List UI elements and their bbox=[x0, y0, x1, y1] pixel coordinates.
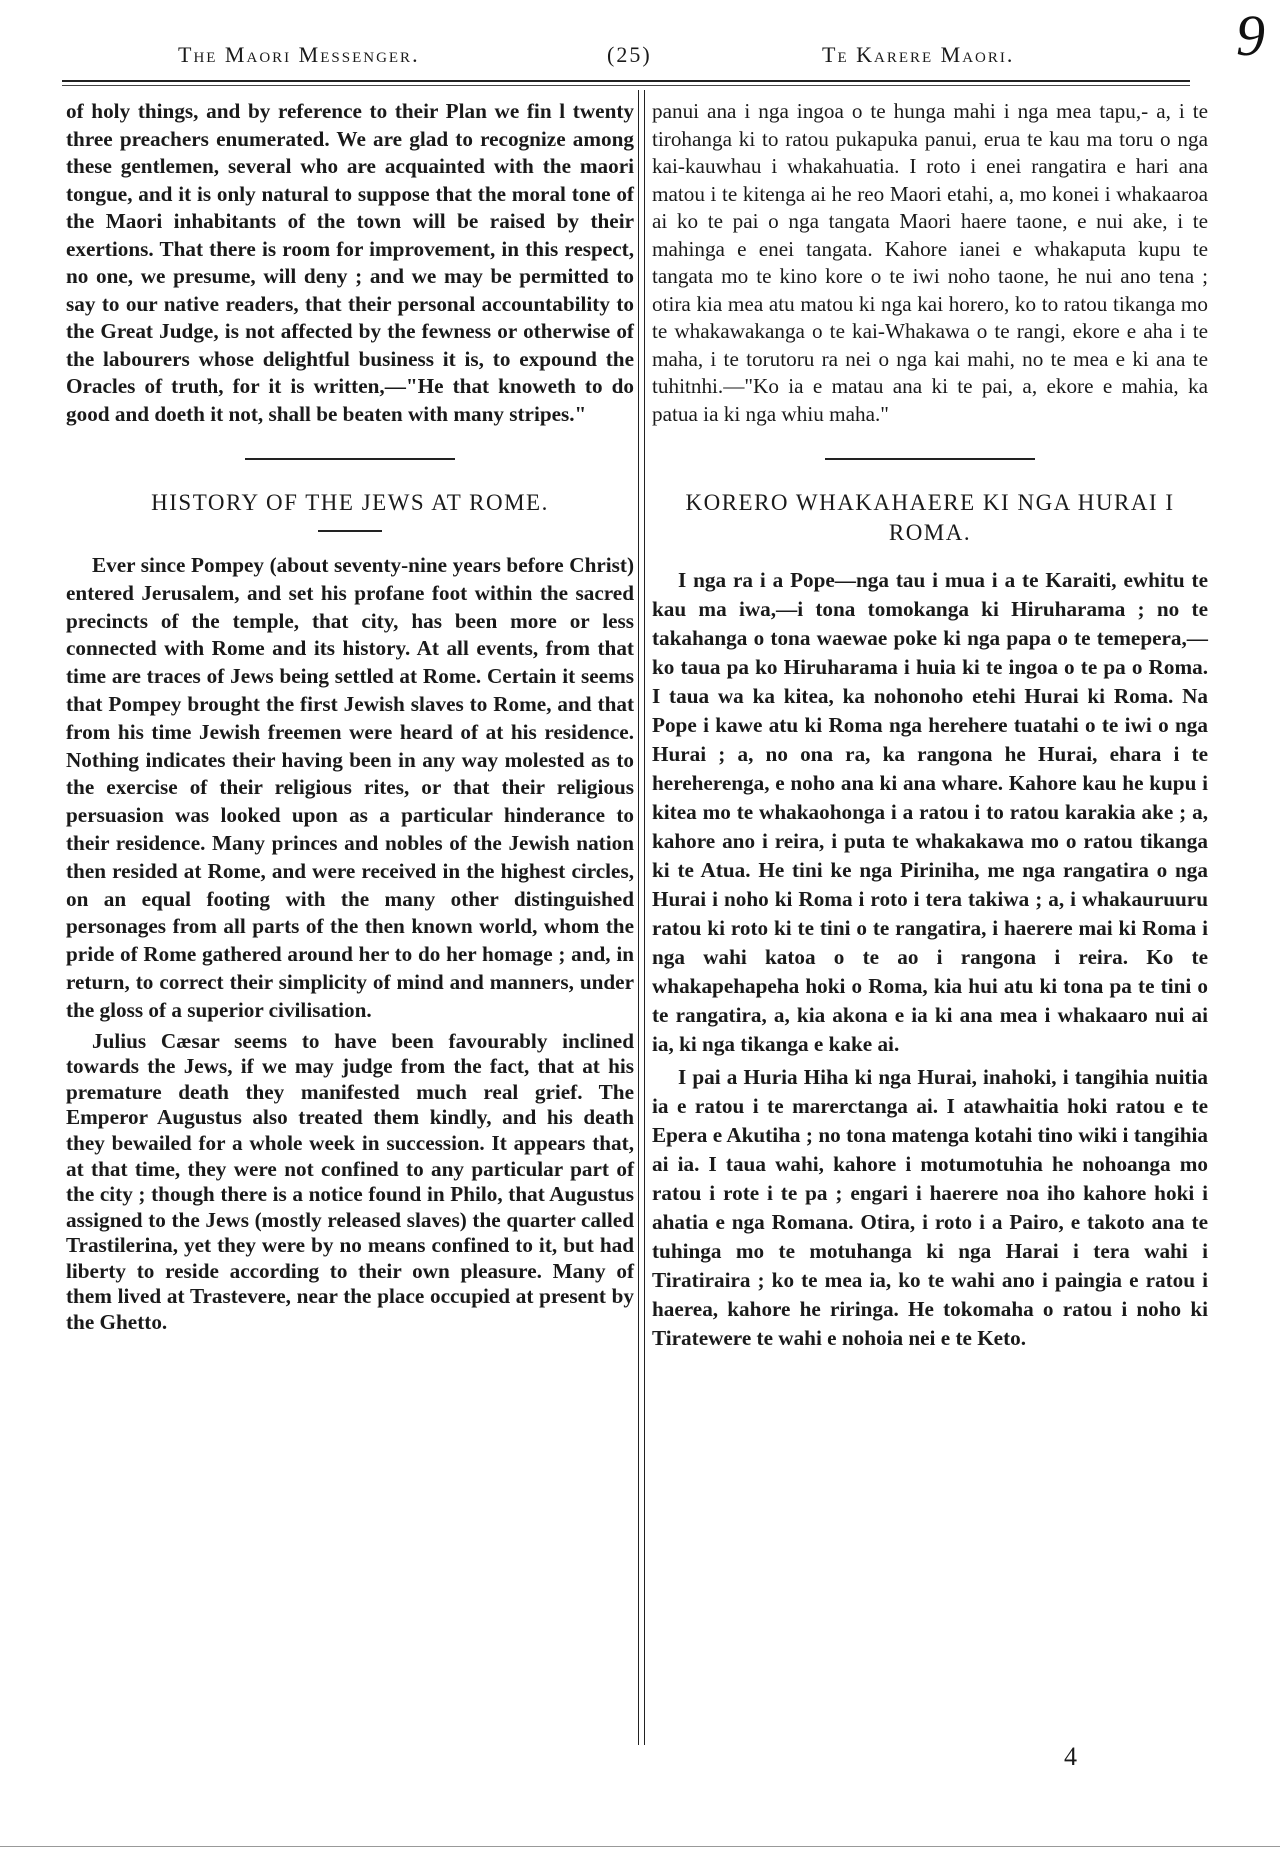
maori-paragraph-2: I pai a Huria Hiha ki nga Hurai, inahoki, i tangihia nuitia ia e ratou i te marerctanga ai. I atawhaitia hoki ratou e te Epera e Akutiha ; no tona matenga kotahi tino wiki i tangihia ai ia. I taua wahi, kahore i motumotuhia he nohoanga mo ratou i rote i te pa ; engari i haerere noa iho kahore hoki i ahatia e nga Romana. Otira, i roto i a Pairo, e takoto ana te tuhinga mo te motuhanga ki nga Harai i tera wahi i Tiratiraira ; ko te mea ia, ko te wahi ano i paingia e ratou i haerea, kahore he riringa. He tokomaha o ratou i noho ki Tiratewere te wahi e nohoia nei e te Keto. bbox=[652, 1065, 1208, 1350]
section-separator bbox=[245, 458, 455, 460]
header-rule-thin bbox=[62, 85, 1190, 86]
header-page-number: (25) bbox=[607, 42, 652, 67]
section-separator-maori bbox=[825, 458, 1035, 460]
page-bottom-edge bbox=[0, 1846, 1280, 1847]
english-paragraph-2: Julius Cæsar seems to have been favourably inclined towards the Jews, if we may judge from the fact, that at his premature death they manifested much real grief. The Emperor Augustus also treated them kindly, and his death they bewailed for a whole week in succession. It appears that, at that time, they were not confined to any particular part of the city ; though there is a notice found in Philo, that Augustus assigned to the Jews (mostly released slaves) the quarter called Trastilerina, yet they were by no means confined to it, but had liberty to reside according to their own pleasure. Many of them lived at Trastevere, near the place occupied at present by the Ghetto. bbox=[66, 1028, 634, 1335]
page-number-handwritten: 9 bbox=[1236, 3, 1265, 68]
footer-signature-number: 4 bbox=[1064, 1742, 1077, 1771]
page-header bbox=[62, 38, 1190, 78]
maori-column bbox=[652, 98, 1208, 1353]
english-top-paragraph: of holy things, and by reference to their Plan we fin l twenty three preachers enumerated. We are glad to recognize among these gentlemen, several who are acquainted with the maori tongue, and it is only natural to suppose that the moral tone of the Maori inhabitants of the town will be raised by their exertions. That there is room for improvement, in this respect, no one, we presume, will deny ; and we may be permitted to say to our native readers, that their personal accountability to the Great Judge, is not affected by the fewness or otherwise of the labourers whose delightful business it is, to expound the Oracles of truth, for it is written,—"He that knoweth to do good and doeth it not, shall be beaten with many stripes." bbox=[66, 99, 634, 426]
maori-section-heading: KORERO WHAKAHAERE KI NGA HURAI I ROMA. bbox=[685, 490, 1175, 545]
header-maori-title: Te Karere Maori. bbox=[822, 42, 1015, 67]
column-divider bbox=[638, 90, 645, 1745]
english-section-heading: HISTORY OF THE JEWS AT ROME. bbox=[151, 490, 549, 515]
maori-paragraph-1: I nga ra i a Pope—nga tau i mua i a te Karaiti, ewhitu te kau ma iwa,—i tona tomokanga ki Hiruharama ; no te takahanga o tona waewae poke ki nga papa o te temepera,—ko taua pa ko Hiruharama i huia ki te ingoa o te pa o Roma. I taua wa ka kitea, ka nohonoho etehi Hurai ki Roma. Na Pope i kawe atu ki Roma nga herehere tuatahi o te iwi o nga Hurai ; a, no ona ra, ka rangona he Hurai, ehara i te hereherenga, e noho ana ki ana whare. Kahore kau he kupu i kitea mo te whakaohonga i a ratou i to ratou karakia ake ; a, kahore ano i reira, i puta te whakakawa mo o ratou tikanga ki te Atua. He tini ke nga Piriniha, me nga rangatira o nga Hurai i noho ki Roma i roto i tera takiwa ; a, i whakauruuru ratou ki roto ki te tini o te rangatira, i haerere mai ki Roma i nga wahi katoa o te ao i rangona i reira. Ko te whakapehapeha hoki o Roma, kia hui atu ki tona pa te tini o te rangatira, a, kia akona e ia ki ana mea i whakaaro nui ai ia, ki nga tikanga e kake ai. bbox=[652, 568, 1208, 1056]
header-english-title: The Maori Messenger. bbox=[178, 42, 420, 67]
maori-top-paragraph: panui ana i nga ingoa o te hunga mahi i nga mea tapu,- a, i te tirohanga ki to ratou pukapuka panui, erua te kau ma toru o nga kai-kauwhau i whakahuatia. I roto i enei rangatira e hari ana matou i te kitenga ai he reo Maori etahi, a, mo konei i whakaaroa ai ko te pai o nga tangata Maori haere taone, e nui ake, i te mahinga e enei tangata. Kahore ianei e whakaputa kupu te tangata mo te kino kore o te iwi noho taone, he nui ano tena ; otira kia mea atu matou ki nga kai horero, ko to ratou tikanga mo te whakawakanga o te kai-Whakawa o te rangi, ekore e aha i te maha, i te torutoru ra nei o nga kai mahi, no te mea e ki ana te tuhitnhi.—"Ko ia e matau ana ki te pai, a, ekore e mahia, ka patua ia ki nga whiu maha." bbox=[652, 99, 1208, 426]
heading-underline bbox=[318, 530, 382, 532]
english-column bbox=[66, 98, 634, 1336]
english-paragraph-1: Ever since Pompey (about seventy-nine years before Christ) entered Jerusalem, and set his profane foot within the sacred precincts of the temple, that city, has been more or less connected with Rome and its history. At all events, from that time are traces of Jews being settled at Rome. Certain it seems that Pompey brought the first Jewish slaves to Rome, and that from his time Jewish freemen were heard of at his residence. Nothing indicates their having been in any way molested as to the exercise of their religious rites, or that their religious persuasion was looked upon as a particular hinderance to their residence. Many princes and nobles of the Jewish nation then resided at Rome, and were received in the highest circles, on an equal footing with the many other distinguished personages from all parts of the then known world, whom the pride of Rome gathered around her to do her homage ; and, in return, to correct their simplicity of mind and manners, under the gloss of a superior civilisation. bbox=[66, 553, 634, 1022]
header-rule bbox=[62, 80, 1190, 82]
